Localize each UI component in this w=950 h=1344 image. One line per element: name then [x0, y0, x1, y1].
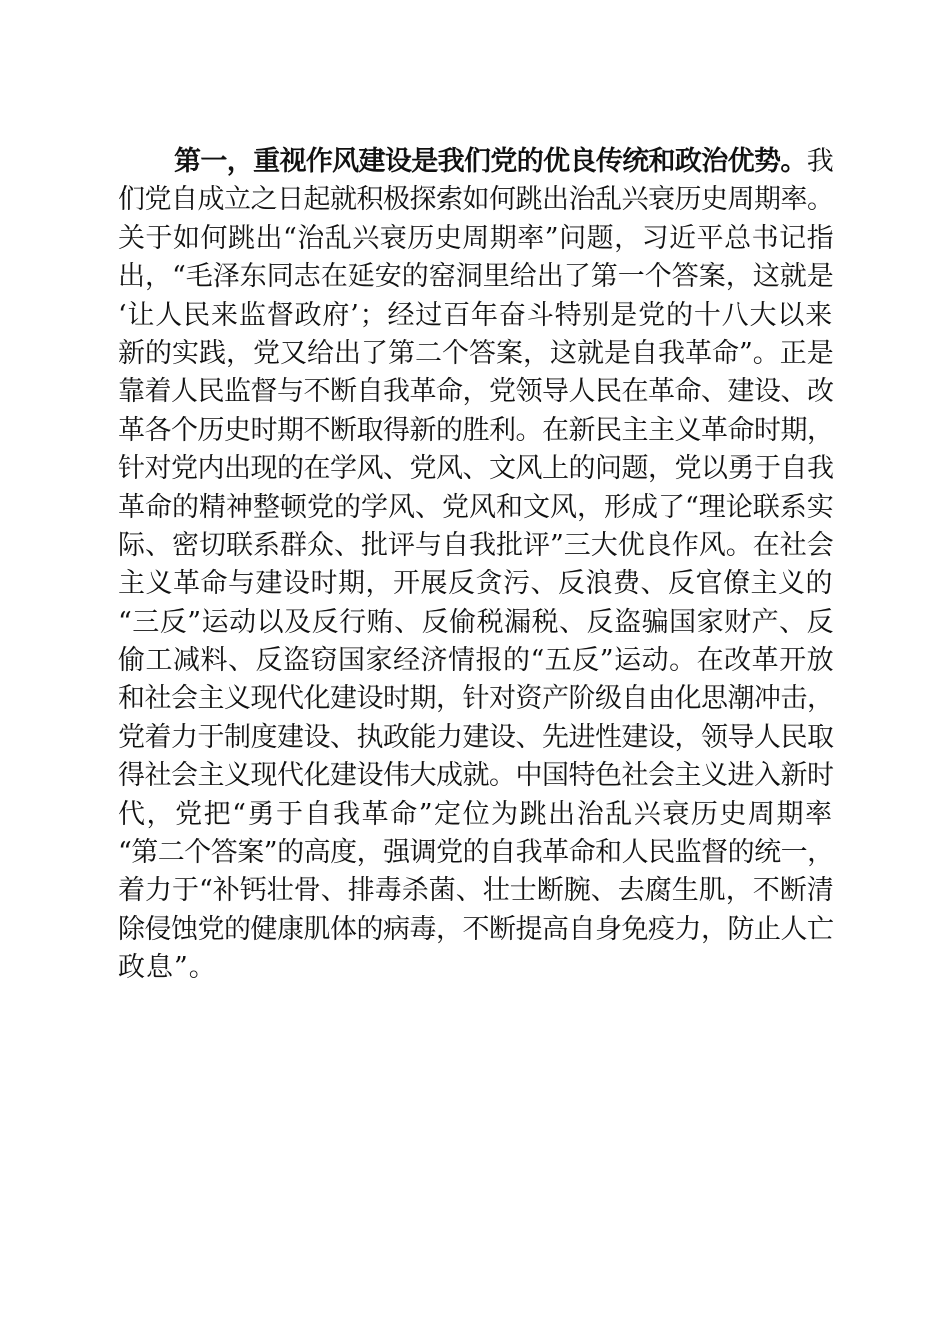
lead-sentence: 第一，重视作风建设是我们党的优良传统和政治优势。	[174, 146, 807, 177]
paragraph-line: 革命的精神整顿党的学风、党风和文风，形成了“理论联系实	[118, 491, 834, 523]
paragraph-line: 靠着人民监督与不断自我革命，党领导人民在革命、建设、改	[118, 376, 834, 408]
paragraph-line: 主义革命与建设时期，开展反贪污、反浪费、反官僚主义的	[118, 568, 833, 600]
paragraph-line: 针对党内出现的在学风、党风、文风上的问题，党以勇于自我	[118, 453, 834, 485]
paragraph-line: 代，党把“勇于自我革命”定位为跳出治乱兴衰历史周期率	[118, 798, 833, 830]
paragraph-line	[118, 143, 833, 181]
paragraph-line: 着力于“补钙壮骨、排毒杀菌、壮士断腕、去腐生肌，不断清	[118, 875, 834, 907]
paragraph-line: 偷工减料、反盗窃国家经济情报的“五反”运动。在改革开放	[118, 645, 835, 677]
paragraph-line: 得社会主义现代化建设伟大成就。中国特色社会主义进入新时	[118, 760, 834, 792]
paragraph-line: 们党自成立之日起就积极探索如何跳出治乱兴衰历史周期率。	[118, 184, 834, 216]
paragraph-line: 关于如何跳出“治乱兴衰历史周期率”问题，习近平总书记指	[118, 222, 835, 254]
line-text: 我	[806, 146, 833, 177]
paragraph-line: 党着力于制度建设、执政能力建设、先进性建设，领导人民取	[118, 721, 834, 753]
paragraph-line: 际、密切联系群众、批评与自我批评”三大优良作风。在社会	[118, 529, 834, 561]
body-paragraph	[118, 143, 833, 988]
paragraph-line: 和社会主义现代化建设时期，针对资产阶级自由化思潮冲击，	[118, 683, 834, 715]
paragraph-line: ‘让人民来监督政府’；经过百年奋斗特别是党的十八大以来	[118, 299, 833, 331]
paragraph-line: “三反”运动以及反行贿、反偷税漏税、反盗骗国家财产、反	[118, 606, 835, 638]
paragraph-line: 革各个历史时期不断取得新的胜利。在新民主主义革命时期，	[118, 414, 834, 446]
paragraph-line: 新的实践，党又给出了第二个答案，这就是自我革命”。正是	[118, 337, 834, 369]
paragraph-line: “第二个答案”的高度，强调党的自我革命和人民监督的统一，	[118, 837, 834, 869]
paragraph-line: 除侵蚀党的健康肌体的病毒，不断提高自身免疫力，防止人亡	[118, 913, 834, 945]
paragraph-last-line: 政息”。	[118, 952, 217, 984]
paragraph-line: 出，“毛泽东同志在延安的窑洞里给出了第一个答案，这就是	[118, 261, 834, 293]
